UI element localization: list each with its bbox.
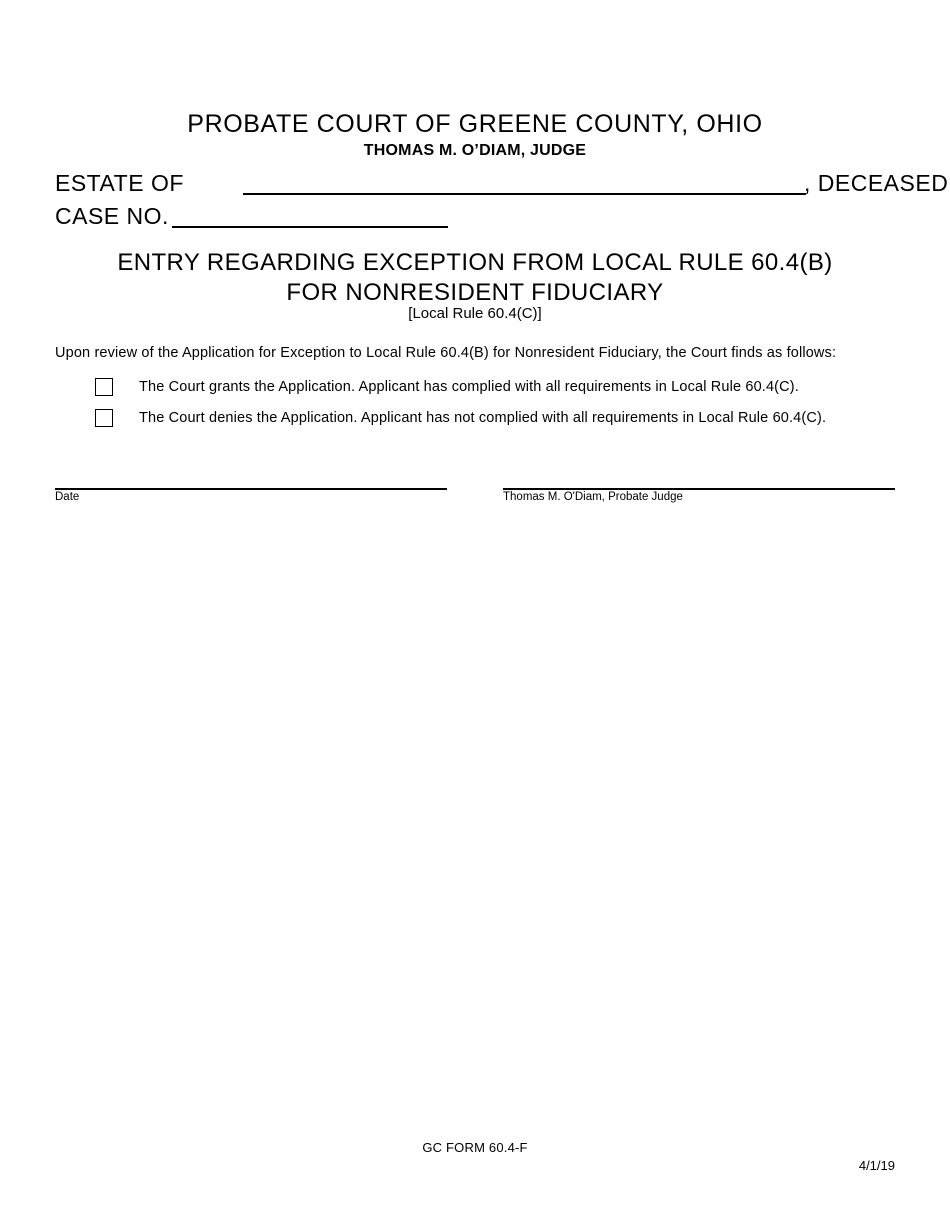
estate-of-label: ESTATE OF <box>55 170 184 196</box>
form-subtitle: [Local Rule 60.4(C)] <box>408 305 542 322</box>
court-title: PROBATE COURT OF GREENE COUNTY, OHIO <box>187 110 763 138</box>
form-title-line-1: ENTRY REGARDING EXCEPTION FROM LOCAL RULE 60.4(B) <box>117 249 833 276</box>
form-title <box>0 248 950 308</box>
option-deny-row <box>95 409 895 431</box>
case-number-row <box>55 203 555 233</box>
judge-caption: Thomas M. O'Diam, Probate Judge <box>503 491 683 503</box>
deceased-label: , DECEASED <box>804 170 949 196</box>
option-grant-row <box>95 378 895 400</box>
estate-of-input-line[interactable] <box>243 193 806 195</box>
date-caption: Date <box>55 491 80 503</box>
form-title-line-2: FOR NONRESIDENT FIDUCIARY <box>286 279 664 306</box>
checkbox-deny[interactable] <box>95 409 113 427</box>
date-signature-line[interactable] <box>55 488 447 490</box>
case-number-input-line[interactable] <box>172 226 448 228</box>
footer-revision-date: 4/1/19 <box>858 1158 895 1173</box>
option-grant-label: The Court grants the Application. Applicant has complied with all requirements in Local Rule 60.4(C). <box>139 379 799 395</box>
case-number-label: CASE NO. <box>55 203 169 229</box>
footer-form-number: GC FORM 60.4-F <box>422 1140 528 1155</box>
estate-of-row <box>55 170 949 200</box>
intro-paragraph: Upon review of the Application for Exception to Local Rule 60.4(B) for Nonresident Fiduciary, the Court finds as follows: <box>55 345 837 361</box>
judge-name: THOMAS M. O’DIAM, JUDGE <box>363 142 587 159</box>
checkbox-grant[interactable] <box>95 378 113 396</box>
option-deny-label: The Court denies the Application. Applicant has not complied with all requirements in Local Rule 60.4(C). <box>139 410 827 426</box>
judge-signature-line[interactable] <box>503 488 895 490</box>
